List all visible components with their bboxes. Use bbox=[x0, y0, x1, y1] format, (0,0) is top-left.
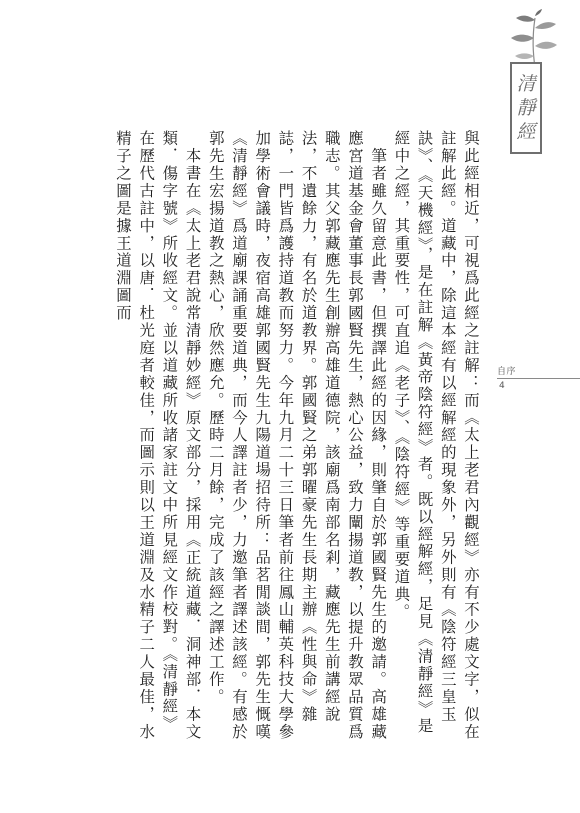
leaf-sprig-icon bbox=[505, 8, 561, 70]
paragraph: 與此經相近，可視爲此經之註解：而《太上老君內觀經》亦有不少處文字，似在註解此經。道藏中，除這本經有以經解經的現象外，另外則有《陰符經三皇玉訣》、《天機經》，是在註解《黃帝陰符經》者。既以經解經，足見《清靜經》是經中之經，其重要性，可直追《老子》、《陰符經》等重要道典。 bbox=[392, 130, 480, 741]
book-title-char: 清 bbox=[516, 73, 536, 95]
book-title-char: 靜 bbox=[516, 97, 536, 119]
paragraph: 本書在《太上老君說常清靜妙經》原文部分，採用《正統道藏．洞神部．本文類．傷字號》所收經文。並以道藏所收諸家註文中所見經文作校對。《清靜經》在歷代古註中，以唐．杜光庭者較佳，而圖示則以王道淵及水精子二人最佳，水精子之圖是據王道淵圖而 bbox=[113, 130, 202, 741]
book-title-box bbox=[510, 62, 542, 154]
header-divider bbox=[497, 378, 580, 379]
section-label: 自序 bbox=[497, 367, 517, 377]
paragraph: 筆者雖久留意此書，但撰譯此經的因緣，則肇自於郭國賢先生的邀請。高雄藏應宮道基金會董事長郭國賢先生，熱心公益，致力闡揚道教，以提升教眾品質爲職志。其父郭藏應先生創辦高雄道德院，該廟爲南部名剎，藏應先生前講經說法，不遺餘力，有名於道教界。郭國賢之弟郭曜豪先生長期主辦《性與命》雜誌，一門皆爲護持道教而努力。今年九月二十三日筆者前往鳳山輔英科技大學參加學術會議時，夜宿高雄郭國賢先生九陽道場招待所：品茗閒談間，郭先生慨嘆《清靜經》爲道廟課誦重要道典，而今人譯註者少，力邀筆者譯述該經。有感於郭先生宏揚道教之熱心，欣然應允。歷時二月餘，完成了該經之譯述工作。 bbox=[206, 130, 388, 741]
body-text bbox=[100, 130, 482, 742]
page-number: 4 bbox=[499, 381, 505, 391]
book-title-char: 經 bbox=[516, 121, 536, 143]
